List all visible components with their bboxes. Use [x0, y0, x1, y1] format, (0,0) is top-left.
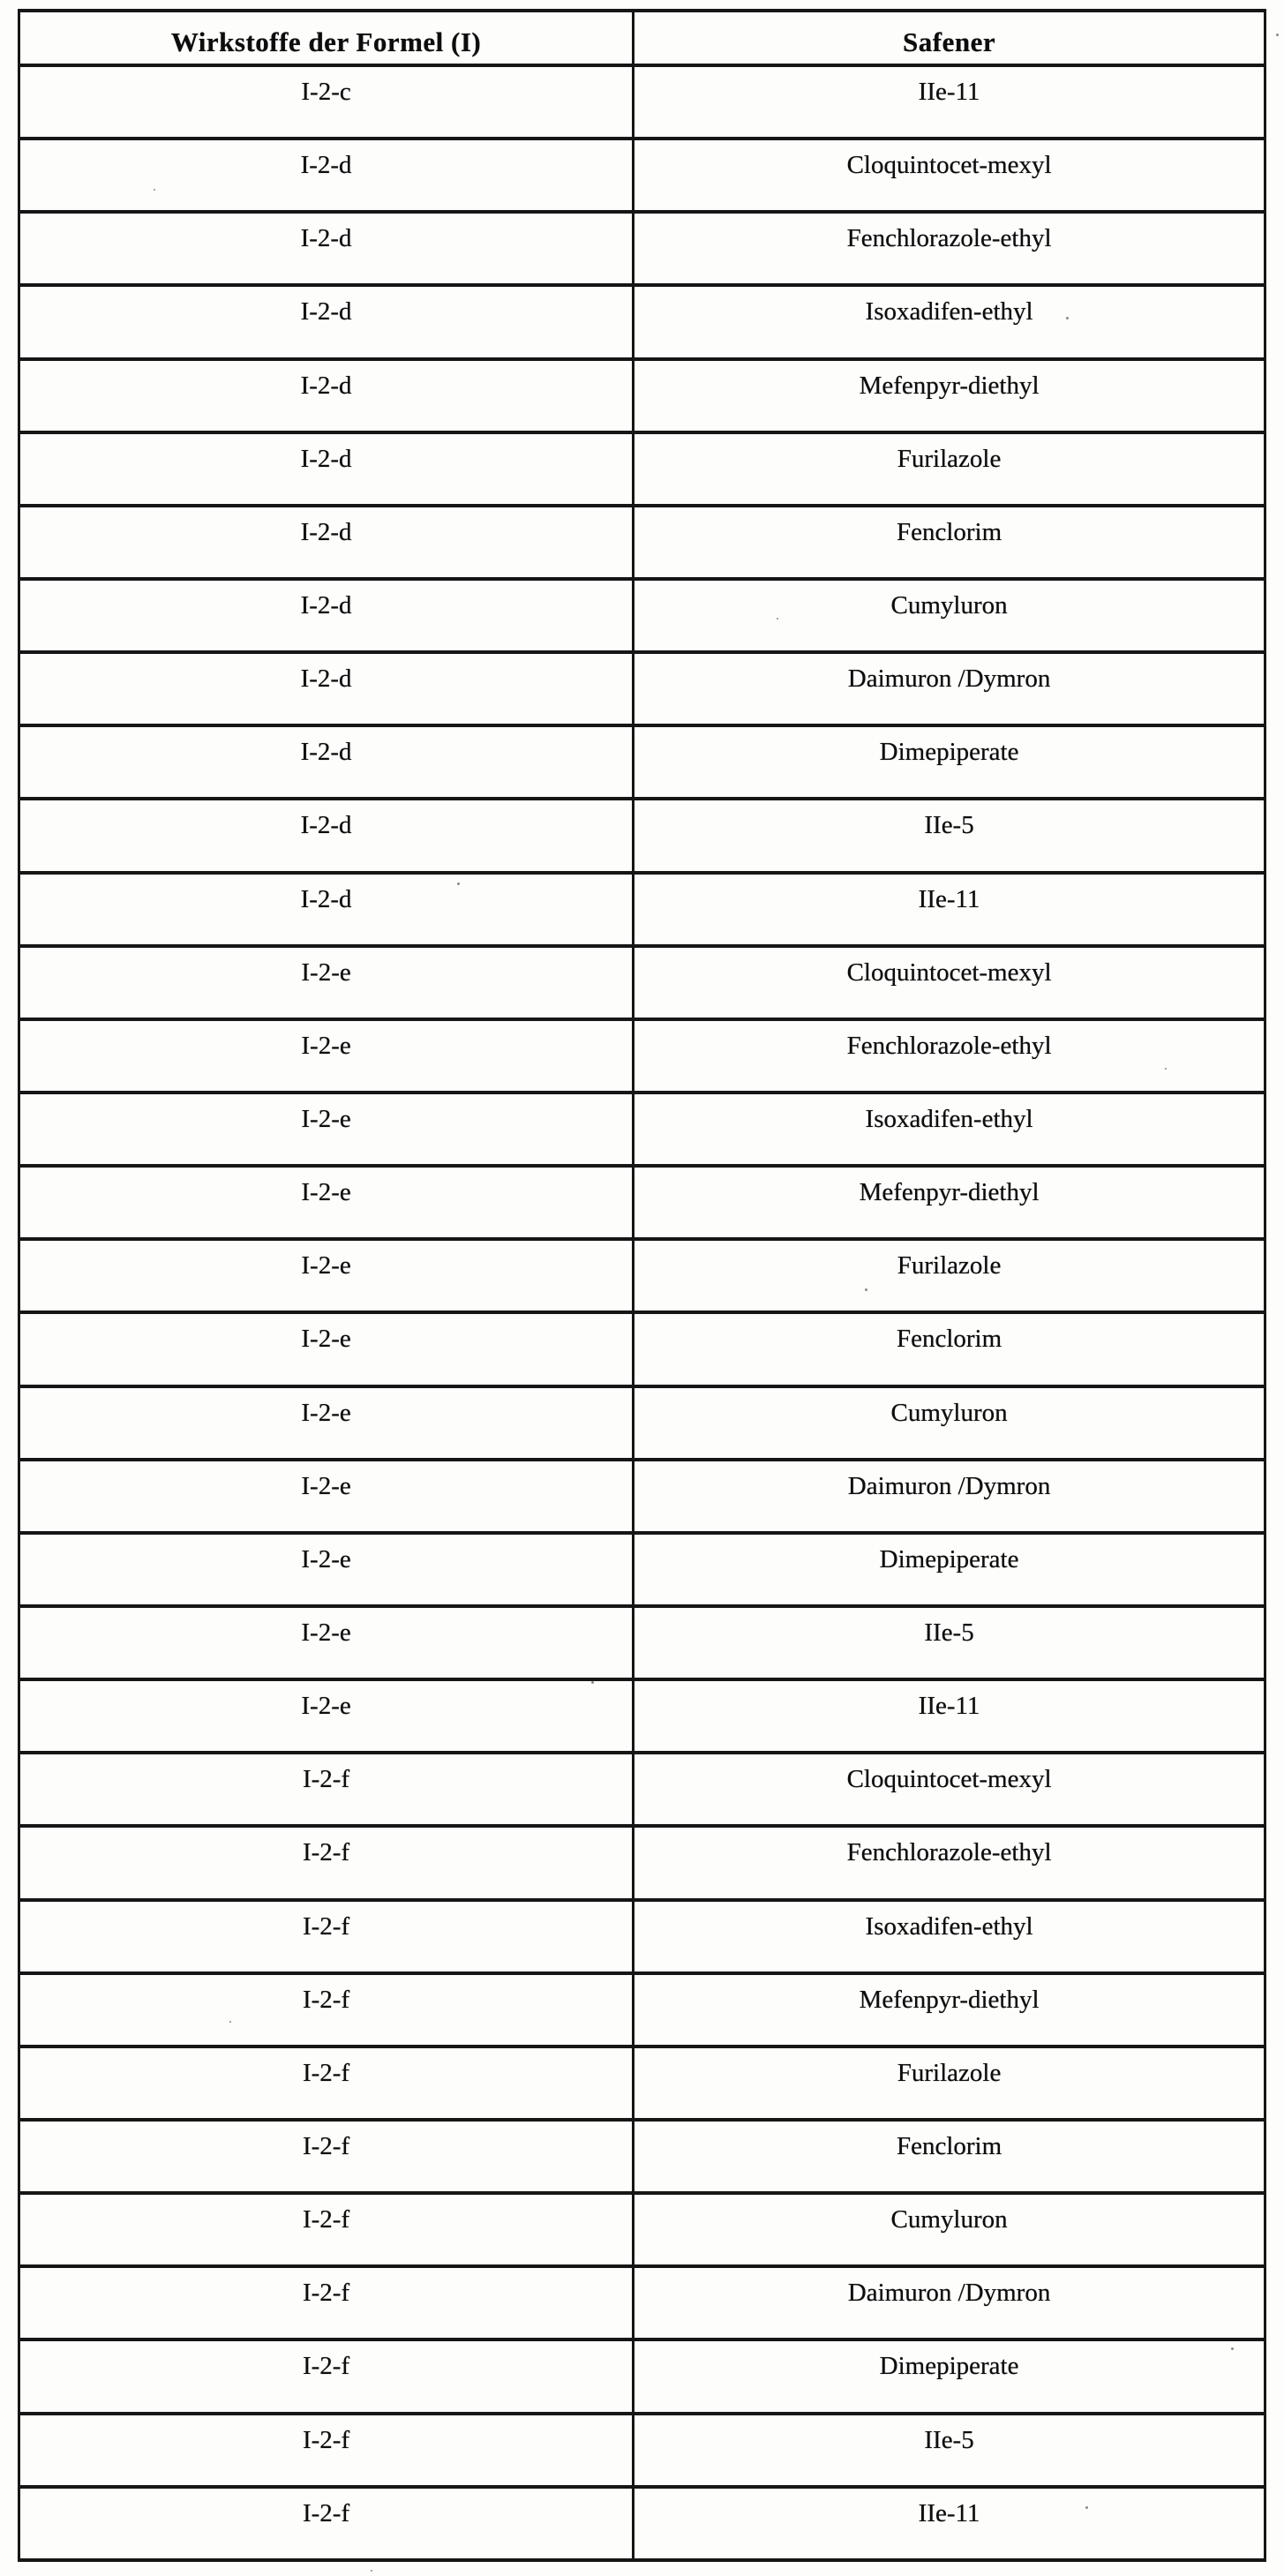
wirkstoff-cell: I-2-d [19, 285, 634, 358]
scan-speck [457, 882, 460, 885]
table-header [19, 11, 1265, 65]
wirkstoff-cell: I-2-d [19, 652, 634, 725]
wirkstoff-cell: I-2-d [19, 799, 634, 872]
table-row [19, 652, 1265, 725]
safener-cell: Daimuron /Dymron [634, 1460, 1265, 1533]
safener-cell: IIe-11 [634, 65, 1265, 139]
wirkstoff-cell: I-2-f [19, 2047, 634, 2120]
wirkstoff-cell: I-2-e [19, 1679, 634, 1753]
safener-cell: Mefenpyr-diethyl [634, 359, 1265, 432]
column-header-safener: Safener [634, 11, 1265, 65]
safener-cell: Fenchlorazole-ethyl [634, 1019, 1265, 1093]
wirkstoff-cell: I-2-e [19, 1460, 634, 1533]
scan-speck [777, 618, 778, 620]
table-row [19, 2193, 1265, 2266]
scan-speck [229, 2021, 231, 2023]
wirkstoff-cell: I-2-c [19, 65, 634, 139]
table-row [19, 1973, 1265, 2047]
wirkstoff-cell: I-2-f [19, 2120, 634, 2193]
scan-speck [1165, 1068, 1167, 1070]
table-row [19, 65, 1265, 139]
wirkstoff-cell: I-2-f [19, 1973, 634, 2047]
table-row [19, 1679, 1265, 1753]
wirkstoff-cell: I-2-f [19, 1826, 634, 1899]
table-row [19, 799, 1265, 872]
table-row [19, 506, 1265, 579]
table-row [19, 946, 1265, 1019]
safener-cell: Cloquintocet-mexyl [634, 139, 1265, 212]
safener-cell: IIe-11 [634, 1679, 1265, 1753]
safener-cell: Furilazole [634, 2047, 1265, 2120]
table-row [19, 1753, 1265, 1826]
table-row [19, 2487, 1265, 2560]
table-row [19, 2339, 1265, 2413]
safener-cell: Isoxadifen-ethyl [634, 285, 1265, 358]
table-row [19, 1312, 1265, 1386]
wirkstoff-cell: I-2-e [19, 946, 634, 1019]
table-row [19, 139, 1265, 212]
table-row [19, 432, 1265, 506]
column-header-wirkstoffe: Wirkstoffe der Formel (I) [19, 11, 634, 65]
wirkstoff-cell: I-2-f [19, 2193, 634, 2266]
safener-cell: Furilazole [634, 432, 1265, 506]
table-row [19, 873, 1265, 946]
table-row [19, 285, 1265, 358]
table-row [19, 1900, 1265, 1973]
table-row [19, 1460, 1265, 1533]
scan-speck [1085, 2506, 1088, 2509]
wirkstoff-cell: I-2-f [19, 2414, 634, 2487]
table-row [19, 2266, 1265, 2339]
wirkstoff-cell: I-2-e [19, 1606, 634, 1679]
safener-cell: Daimuron /Dymron [634, 652, 1265, 725]
table-row [19, 2047, 1265, 2120]
safener-cell: Cumyluron [634, 2193, 1265, 2266]
safener-cell: IIe-5 [634, 2414, 1265, 2487]
table-row [19, 1019, 1265, 1093]
safener-cell: Dimepiperate [634, 2339, 1265, 2413]
scan-speck [1066, 317, 1069, 319]
wirkstoff-cell: I-2-e [19, 1166, 634, 1239]
safener-cell: Isoxadifen-ethyl [634, 1900, 1265, 1973]
wirkstoff-cell: I-2-e [19, 1239, 634, 1312]
safener-cell: Cumyluron [634, 1386, 1265, 1460]
table-row [19, 1093, 1265, 1166]
wirkstoff-cell: I-2-e [19, 1093, 634, 1166]
header-row [19, 11, 1265, 65]
wirkstoff-cell: I-2-d [19, 725, 634, 799]
safener-cell: Fenchlorazole-ethyl [634, 212, 1265, 285]
safener-cell: Cumyluron [634, 579, 1265, 652]
safener-cell: Cloquintocet-mexyl [634, 1753, 1265, 1826]
safener-cell: Fenclorim [634, 2120, 1265, 2193]
safener-cell: Dimepiperate [634, 725, 1265, 799]
wirkstoff-cell: I-2-f [19, 1753, 634, 1826]
table-row [19, 1166, 1265, 1239]
safener-cell: Fenclorim [634, 1312, 1265, 1386]
wirkstoff-cell: I-2-d [19, 506, 634, 579]
wirkstoff-cell: I-2-f [19, 2487, 634, 2560]
safener-cell: Mefenpyr-diethyl [634, 1973, 1265, 2047]
safener-cell: Mefenpyr-diethyl [634, 1166, 1265, 1239]
safener-cell: Dimepiperate [634, 1533, 1265, 1606]
safener-cell: Fenclorim [634, 506, 1265, 579]
table-row [19, 359, 1265, 432]
safener-cell: Daimuron /Dymron [634, 2266, 1265, 2339]
wirkstoff-cell: I-2-d [19, 212, 634, 285]
safener-cell: IIe-5 [634, 1606, 1265, 1679]
wirkstoff-cell: I-2-f [19, 2266, 634, 2339]
table-row [19, 2120, 1265, 2193]
table-body [19, 65, 1265, 2560]
wirkstoff-cell: I-2-f [19, 1900, 634, 1973]
wirkstoff-cell: I-2-d [19, 873, 634, 946]
safener-cell: Isoxadifen-ethyl [634, 1093, 1265, 1166]
table-row [19, 725, 1265, 799]
safener-cell: Fenchlorazole-ethyl [634, 1826, 1265, 1899]
scan-speck [591, 1681, 594, 1684]
table-row [19, 1239, 1265, 1312]
scan-speck [1276, 34, 1279, 36]
scan-speck [865, 1288, 867, 1291]
wirkstoff-cell: I-2-d [19, 432, 634, 506]
wirkstoff-cell: I-2-d [19, 579, 634, 652]
scan-speck [371, 2570, 372, 2572]
safener-cell: Cloquintocet-mexyl [634, 946, 1265, 1019]
wirkstoff-cell: I-2-e [19, 1533, 634, 1606]
safener-cell: IIe-5 [634, 799, 1265, 872]
wirkstoff-cell: I-2-e [19, 1386, 634, 1460]
table-row [19, 2414, 1265, 2487]
table-row [19, 1606, 1265, 1679]
safener-cell: Furilazole [634, 1239, 1265, 1312]
safener-cell: IIe-11 [634, 873, 1265, 946]
table-row [19, 579, 1265, 652]
safener-cell: IIe-11 [634, 2487, 1265, 2560]
table-row [19, 212, 1265, 285]
wirkstoff-cell: I-2-e [19, 1019, 634, 1093]
safener-table [18, 9, 1266, 2562]
table-row [19, 1533, 1265, 1606]
wirkstoff-cell: I-2-d [19, 359, 634, 432]
table-row [19, 1826, 1265, 1899]
scan-speck [154, 189, 155, 191]
wirkstoff-cell: I-2-f [19, 2339, 634, 2413]
wirkstoff-cell: I-2-d [19, 139, 634, 212]
wirkstoff-cell: I-2-e [19, 1312, 634, 1386]
table-row [19, 1386, 1265, 1460]
scan-speck [1231, 2347, 1234, 2350]
